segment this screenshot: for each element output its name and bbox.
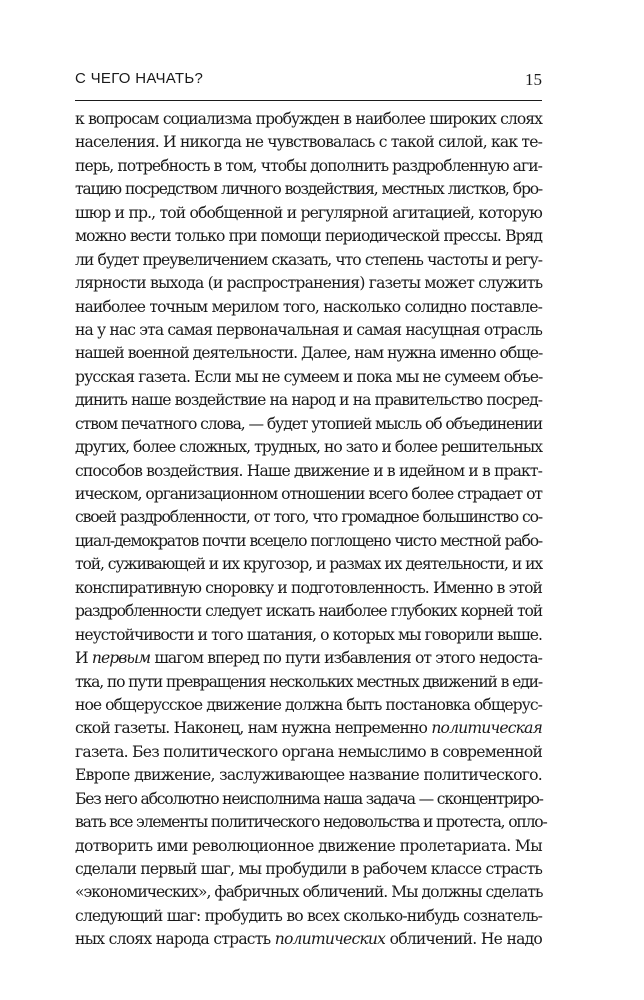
- text-line: [75, 741, 542, 764]
- text-line: [75, 881, 542, 904]
- text-line: [75, 178, 542, 201]
- text-line: [75, 202, 542, 225]
- text-segment: русская газета. Если мы не сумеем и пока мы не сумеем объе-: [75, 367, 543, 386]
- text-line: [75, 788, 542, 811]
- text-line: [75, 366, 542, 389]
- text-segment: конспиративную сноровку и подготовленность. Именно в этой: [75, 578, 542, 597]
- text-line: [75, 389, 542, 412]
- text-segment: к вопросам социализма пробужден в наиболее широких слоях: [75, 110, 542, 128]
- text-segment: ное общерусское движение должна быть постановка общерус-: [75, 695, 542, 714]
- text-segment: перь, потребность в том, чтобы дополнить раздробленную аги-: [75, 156, 542, 175]
- text-line: [75, 249, 542, 272]
- text-line: [75, 460, 542, 483]
- text-segment: ическом, организационном отношении всего более страдает от: [75, 485, 542, 503]
- text-line: [75, 225, 542, 248]
- text-line: [75, 835, 542, 858]
- text-line: [75, 553, 542, 576]
- text-segment: обличений. Не надо: [385, 930, 542, 949]
- text-line: [75, 905, 542, 928]
- text-segment: «экономических», фабричных обличений. Мы должны сделать: [75, 883, 543, 902]
- body-text: [75, 108, 547, 952]
- text-segment: ской газеты. Наконец, нам нужна непременно: [75, 719, 432, 738]
- text-line: [75, 717, 542, 740]
- running-title: С ЧЕГО НАЧАТЬ?: [75, 70, 204, 87]
- text-segment: неустойчивости и того шатания, о которых мы говорили выше.: [75, 625, 542, 644]
- text-line: [75, 413, 542, 436]
- italic-emphasis: первым: [91, 649, 151, 668]
- header-rule: [75, 100, 542, 101]
- text-segment: лярности выхода (и распространения) газеты может служить: [75, 274, 543, 293]
- text-segment: следующий шаг: пробудить во всех сколько-нибудь сознатель-: [75, 906, 542, 925]
- text-segment: дотворить ими революционное движение пролетариата. Мы: [75, 836, 542, 855]
- text-line: [75, 483, 542, 506]
- text-line: [75, 694, 542, 717]
- text-line: [75, 342, 542, 365]
- text-segment: ством печатного слова, — будет утопией мысль об объединении: [75, 414, 543, 433]
- text-segment: нашей военной деятельности. Далее, нам нужна именно обще-: [75, 344, 543, 363]
- text-line: [75, 600, 542, 623]
- page-header: [75, 70, 542, 92]
- text-line: [75, 319, 542, 342]
- text-segment: вать все элементы политического недовольства и протеста, опло-: [75, 813, 547, 832]
- text-segment: тацию посредством личного воздействия, местных листков, бро-: [75, 180, 542, 199]
- text-segment: Без него абсолютно неисполнима наша задача — сконцентриро-: [75, 789, 543, 808]
- text-line: [75, 131, 542, 154]
- text-segment: на у нас эта самая первоначальная и самая насущная отрасль: [75, 320, 542, 339]
- text-line: [75, 647, 542, 670]
- text-line: [75, 671, 542, 694]
- text-line: [75, 272, 542, 295]
- text-segment: И: [75, 649, 92, 668]
- text-segment: других, более сложных, трудных, но зато и более решительных: [75, 438, 542, 457]
- text-line: [75, 506, 542, 529]
- text-segment: раздробленности следует искать наиболее глубоких корней той: [75, 602, 542, 621]
- text-line: [75, 108, 542, 131]
- text-segment: наиболее точным мерилом того, насколько солидно поставле-: [75, 297, 542, 316]
- text-line: [75, 858, 542, 881]
- page-number: 15: [525, 70, 542, 89]
- text-segment: своей раздробленности, от того, что громадное большинство со-: [75, 508, 542, 527]
- text-segment: шагом вперед по пути избавления от этого недоста-: [150, 649, 543, 668]
- italic-emphasis: политических: [274, 930, 386, 949]
- text-line: [75, 155, 542, 178]
- text-segment: ных слоях народа страсть: [75, 930, 275, 949]
- text-line: [75, 577, 542, 600]
- text-line: [75, 764, 542, 787]
- text-segment: населения. И никогда не чувствовалась с такой силой, как те-: [75, 133, 542, 152]
- text-segment: шюр и пр., той обобщенной и регулярной агитацией, которую: [75, 203, 542, 222]
- text-line: [75, 928, 542, 951]
- text-segment: динить наше воздействие на народ и на правительство посред-: [75, 391, 542, 410]
- text-segment: сделали первый шаг, мы пробудили в рабочем классе страсть: [75, 860, 542, 878]
- italic-emphasis: политическая: [431, 719, 542, 738]
- text-line: [75, 296, 542, 319]
- text-segment: ли будет преувеличением сказать, что степень частоты и регу-: [75, 250, 542, 269]
- text-segment: способов воздействия. Наше движение и в идейном и в практ-: [75, 461, 542, 480]
- text-segment: тка, по пути превращения нескольких местных движений в еди-: [75, 672, 542, 691]
- text-line: [75, 624, 542, 647]
- text-line: [75, 811, 547, 834]
- text-line: [75, 530, 542, 553]
- text-segment: можно вести только при помощи периодической прессы. Вряд: [75, 227, 542, 246]
- text-segment: Европе движение, заслуживающее название политического.: [75, 766, 542, 785]
- text-segment: той, суживающей и их кругозор, и размах их деятельности, и их: [75, 555, 542, 574]
- text-segment: циал-демократов почти всецело поглощено чисто местной рабо-: [75, 531, 542, 550]
- text-segment: газета. Без политического органа немыслимо в современной: [75, 742, 543, 761]
- text-line: [75, 436, 542, 459]
